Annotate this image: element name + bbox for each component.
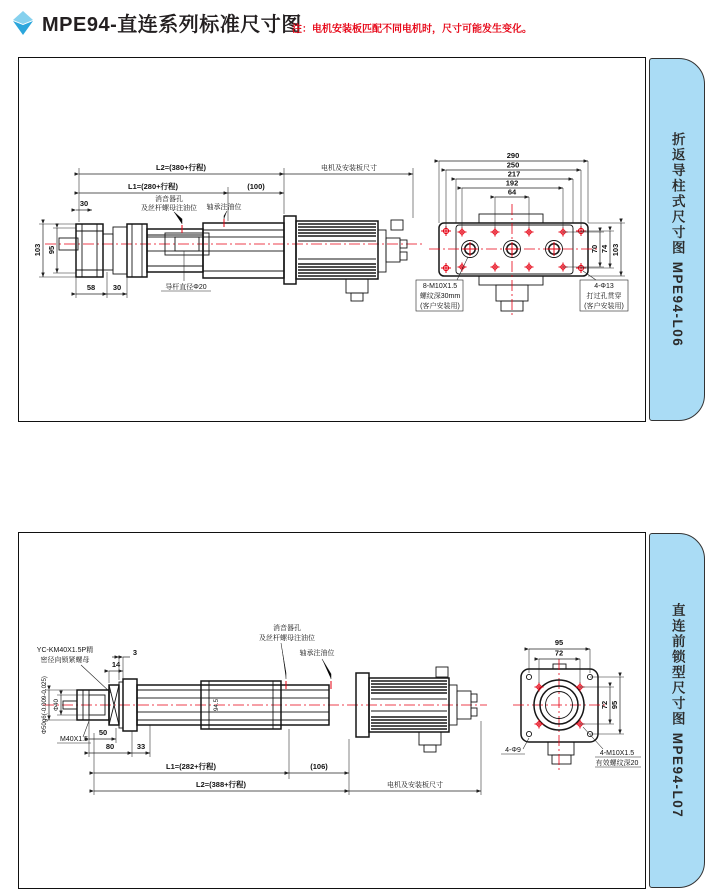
dim-192: 192 [505, 178, 519, 188]
dim-l1: L1=(282+行程) [165, 762, 217, 771]
dim-58: 58 [86, 283, 96, 292]
dim-103: 103 [33, 243, 42, 257]
panel-l07-tab [649, 533, 705, 888]
label-muffler-2: 及丝杆螺母注油位 [141, 205, 197, 212]
dim-290: 290 [506, 151, 520, 160]
dim-72-right: 72 [600, 700, 609, 710]
dim-72-top: 72 [554, 648, 564, 658]
dim-74: 74 [600, 244, 609, 254]
label-bearing-oil: 轴承注油位 [206, 204, 242, 211]
dim-80: 80 [105, 742, 115, 751]
label-bearing-oil: 轴承注油位 [299, 650, 335, 657]
page-note: 注：电机安装板匹配不同电机时，尺寸可能发生变化。 [292, 24, 532, 35]
label-locknut-1: YC-KM40X1.5P精 [36, 647, 94, 654]
dim-64: 64 [507, 187, 517, 197]
label-8-m10-2: 螺纹深30mm [419, 293, 461, 300]
dim-50g6: Φ50g6(-0.009-0.025) [41, 676, 48, 734]
dim-33: 33 [136, 742, 146, 751]
dim-motor-plate: 电机及安装板尺寸 [387, 782, 443, 789]
dim-217: 217 [507, 169, 521, 179]
brand-diamond-icon [12, 10, 34, 36]
l07-front-dimensions [501, 638, 641, 767]
label-locknut-2: 密径向锁紧螺母 [40, 657, 90, 664]
page-title: MPE94-直连系列标准尺寸图 [42, 14, 302, 36]
l07-front-view [513, 659, 608, 771]
dim-motor-plate: 电机及安装板尺寸 [321, 165, 377, 172]
panel-l06-tab [649, 58, 705, 421]
dim-gap106: (106) [310, 762, 328, 771]
panel-l07-tab-text [666, 603, 688, 818]
dim-103-front: 103 [611, 243, 620, 257]
l07-side-dimensions [37, 623, 481, 795]
panel-l06-tab-text [666, 132, 688, 347]
tab-title: 直连前锁型尺寸图 [669, 602, 685, 727]
panel-l07-box [18, 532, 646, 889]
label-4-m10-1: 4-M10X1.5 [599, 750, 635, 757]
dim-3: 3 [132, 648, 138, 657]
l06-side-view [45, 216, 425, 301]
panel-l06-box [18, 57, 646, 422]
label-4-d13-2: 打过孔贯穿 [586, 293, 622, 300]
dim-30-top: 30 [79, 199, 89, 208]
dim-l2: L2=(380+行程) [155, 163, 207, 172]
dim-40: Φ40 [53, 699, 60, 711]
label-m40: M40X1.5 [59, 736, 89, 743]
dim-250: 250 [506, 160, 520, 170]
dim-95-right: 95 [610, 700, 619, 710]
dim-14: 14 [111, 660, 121, 669]
panel-l07 [18, 532, 706, 892]
dim-gap100: (100) [247, 182, 265, 191]
dim-70: 70 [590, 244, 599, 254]
label-rod-diameter: 导杆直径Φ20 [165, 284, 207, 291]
tab-code: MPE94-L07 [669, 732, 685, 819]
dim-body-945: 94.5 [213, 698, 220, 712]
page-header [12, 8, 302, 37]
dim-l2: L2=(388+行程) [195, 780, 247, 789]
panel-l06 [18, 57, 706, 425]
label-muffler-1: 消音器孔 [155, 196, 183, 203]
dim-30-bottom: 30 [112, 283, 122, 292]
label-muffler-2: 及丝杆螺母注油位 [259, 635, 315, 642]
panel-l07-drawing [19, 533, 645, 888]
label-8-m10-1: 8-M10X1.5 [422, 283, 458, 290]
l06-front-view [429, 204, 598, 318]
dim-l1: L1=(280+行程) [127, 182, 179, 191]
label-4-d13-3: (客户安装用) [584, 303, 624, 310]
label-4-d9: 4-Φ9 [505, 747, 521, 754]
dim-50: 50 [98, 728, 108, 737]
label-8-m10-3: (客户安装用) [420, 303, 460, 310]
label-4-m10-2: 有效螺纹深20 [595, 760, 639, 767]
dim-95: 95 [47, 245, 56, 255]
panel-l06-drawing [19, 58, 645, 421]
dim-95-top: 95 [554, 638, 564, 647]
label-muffler-1: 消音器孔 [273, 625, 301, 632]
label-4-d13-1: 4-Φ13 [594, 283, 614, 290]
tab-code: MPE94-L06 [669, 261, 685, 348]
guide-bushing-circles [462, 241, 563, 258]
tab-title: 折返导柱式尺寸图 [669, 131, 685, 256]
